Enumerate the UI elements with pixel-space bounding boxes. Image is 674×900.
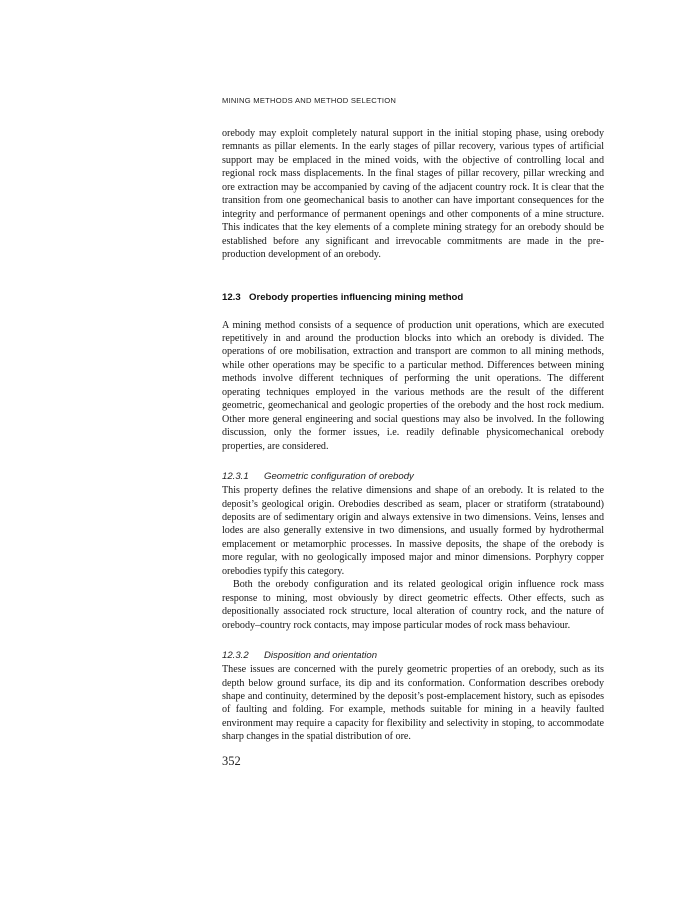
page: [222, 96, 604, 769]
page-number: 352: [222, 753, 241, 768]
subsection-number: 12.3.2: [222, 650, 249, 662]
subsection-number: 12.3.1: [222, 471, 249, 483]
intro-paragraph: orebody may exploit completely natural support in the initial stoping phase, using orebody remnants as pillar elements. In the early stages of pillar recovery, various types of artificial support may be emplaced in the mined voids, with the objective of controlling local and regional rock mass displacements. In the final stages of pillar recovery, pillar wrecking and ore extraction may be accompanied by caving of the adjacent country rock. It is clear that the transition from one geomechanical basis to another can have important consequences for the integrity and performance of permanent openings and other components of a mine structure. This indicates that the key elements of a complete mining strategy for an orebody should be established before any significant and irrevocable commitments are made in the pre-production development of an orebody.: [222, 128, 604, 261]
running-head: MINING METHODS AND METHOD SELECTION: [222, 96, 397, 105]
section-title: Orebody properties influencing mining method: [249, 291, 464, 303]
paragraph: Both the orebody configuration and its related geological origin influence rock mass response to mining, most obviously by direct geometric effects. Other effects, such as depositionally associated rock structure, local alteration of country rock, and the nature of orebody–country rock contacts, may impose particular modes of rock mass behaviour.: [222, 579, 604, 631]
subsection-heading-geometric: [222, 471, 604, 482]
section-paragraph: A mining method consists of a sequence of production unit operations, which are executed repetitively in and around the production blocks into which an orebody is divided. The operations of ore mobilisation, extraction and transport are common to all mining methods, while other operations may be specific to a particular method. Differences between mining methods involve different techniques of performing the unit operations. The different operating techniques employed in the various methods are the result of the different geometric, geomechanical and geologic properties of the orebody and the host rock medium. Other more general engineering and social questions may also be involved. In the following discussion, only the former issues, i.e. readily definable physicomechanical orebody properties, are considered.: [222, 319, 604, 452]
paragraph: These issues are concerned with the purely geometric properties of an orebody, such as its depth below ground surface, its dip and its conformation. Conformation describes orebody shape and continuity, determined by the deposit’s post-emplacement history, such as episodes of faulting and folding. For example, methods suitable for mining in a heavily faulted environment may require a capacity for flexibility and selectivity in stoping, to accommodate sharp changes in the spatial distribution of ore.: [222, 664, 604, 743]
paragraph: This property defines the relative dimensions and shape of an orebody. It is related to the deposit’s geological origin. Orebodies described as seam, placer or stratiform (stratabound) deposits are of sedimentary origin and always extensive in two dimensions. Veins, lenses and lodes are also generally extensive in two dimensions, and usually formed by hydrothermal emplacement or metamorphic processes. In massive deposits, the shape of the orebody is more regular, with no geologically imposed major and minor dimensions. Porphyry copper orebodies typify this category.: [222, 485, 604, 577]
subsection-heading-disposition: [222, 650, 604, 661]
subsection-title: Geometric configuration of orebody: [264, 471, 414, 483]
section-heading: [222, 292, 604, 303]
section-number: 12.3: [222, 291, 241, 303]
subsection-title: Disposition and orientation: [264, 650, 378, 662]
